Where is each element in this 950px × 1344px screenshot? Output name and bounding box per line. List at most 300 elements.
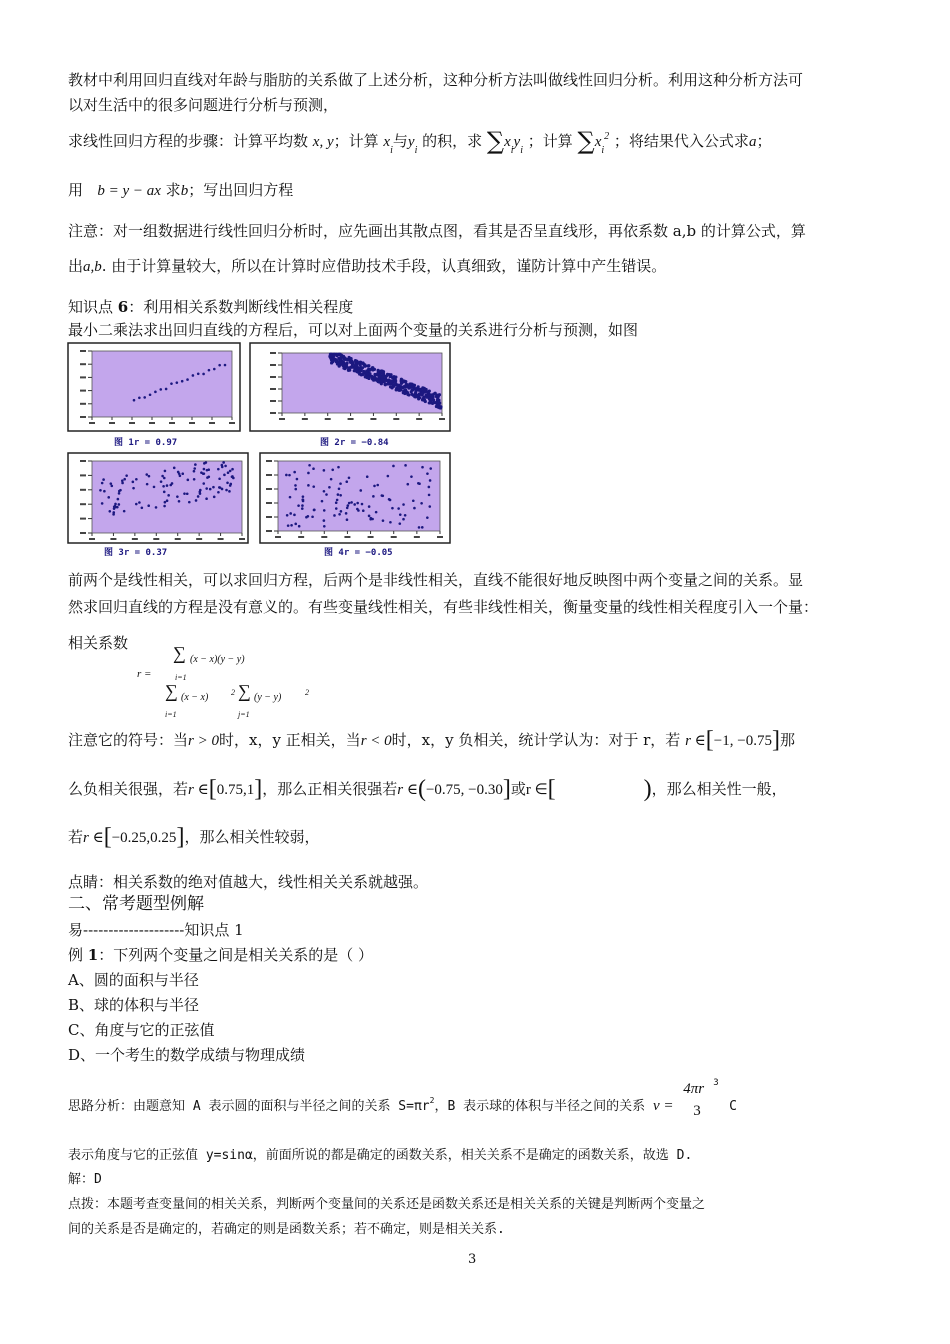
data-point (135, 478, 138, 481)
tick-label (80, 376, 86, 378)
data-point (162, 485, 165, 488)
data-point (389, 375, 392, 378)
data-point (402, 503, 405, 506)
pointer-line: 间的关系是否是确定的，若确定的则是函数关系；若不确定，则是相关关系. (68, 1222, 505, 1237)
data-point (121, 482, 124, 485)
data-point (395, 388, 398, 391)
data-point (323, 525, 326, 528)
data-point (287, 524, 290, 527)
correlation-label: 相关系数 (68, 634, 129, 652)
note-line: 出a,b. 由于计算量较大，所以在计算时应借助技术手段，认真细致，谨防计算中产生错误。 (68, 257, 667, 275)
scatter-figure-grid (66, 341, 452, 565)
data-point (430, 393, 433, 396)
data-point (110, 482, 113, 485)
tick-label (129, 422, 135, 424)
data-point (194, 463, 197, 466)
data-point (415, 388, 418, 391)
tick-label (302, 418, 308, 420)
data-point (99, 489, 102, 492)
data-point (428, 401, 431, 404)
figure-caption: 图 1r = 0.97 (114, 438, 178, 448)
tick-label (266, 502, 272, 504)
tick-label (189, 422, 195, 424)
data-point (337, 493, 340, 496)
tick-label (229, 422, 235, 424)
tick-label (348, 418, 354, 420)
tick-label (270, 400, 276, 402)
tick-label (266, 488, 272, 490)
data-point (411, 389, 414, 392)
data-point (101, 502, 104, 505)
tick-label (80, 416, 86, 418)
data-point (311, 515, 314, 518)
data-point (417, 482, 420, 485)
data-point (375, 511, 378, 514)
knowledge-point-heading: 知识点 6：利用相关系数判断线性相关程度 (68, 298, 354, 316)
note-line: 注意：对一组数据进行线性回归分析时，应先画出其散点图，看其是否呈直线形，再依系数 a,b 的计算公式，算 (68, 222, 806, 240)
data-point (337, 466, 340, 469)
data-point (321, 500, 324, 503)
data-point (380, 382, 383, 385)
data-point (421, 391, 424, 394)
plot-area (92, 461, 242, 533)
data-point (328, 486, 331, 489)
data-point (108, 510, 111, 513)
data-point (301, 504, 304, 507)
volume-fraction: 4πr 3 3 (683, 1077, 719, 1119)
tick-label (266, 474, 272, 476)
data-point (389, 380, 392, 383)
data-point (339, 482, 342, 485)
paragraph-line: 最小二乘法求出回归直线的方程后，可以对上面两个变量的关系进行分析与预测，如图 (68, 321, 639, 339)
paragraph-line: 教材中利用回归直线对年龄与脂肪的关系做了上述分析，这种分析方法叫做线性回归分析。利用这种分析方法可 (68, 71, 804, 89)
data-point (117, 498, 120, 501)
data-point (338, 513, 341, 516)
data-point (163, 491, 166, 494)
data-point (166, 499, 169, 502)
data-point (347, 366, 350, 369)
data-point (410, 393, 413, 396)
paragraph-line: 以对生活中的很多问题进行分析与预测， (68, 96, 339, 114)
data-point (323, 509, 326, 512)
data-point (285, 474, 288, 477)
data-point (336, 361, 339, 364)
data-point (205, 487, 208, 490)
tick-label (80, 503, 86, 505)
option-c: C、角度与它的正弦值 (68, 1021, 215, 1039)
data-point (389, 385, 392, 388)
data-point (323, 490, 326, 493)
data-point (224, 364, 227, 367)
data-point (188, 501, 191, 504)
data-point (224, 465, 227, 468)
tick-label (149, 422, 155, 424)
data-point (368, 372, 371, 375)
tick-label (80, 518, 86, 520)
data-point (125, 474, 128, 477)
data-point (208, 369, 211, 372)
data-point (369, 518, 372, 521)
data-point (360, 373, 363, 376)
data-point (229, 470, 232, 473)
data-point (330, 357, 333, 360)
tick-label (344, 536, 350, 538)
data-point (307, 472, 310, 475)
data-point (164, 470, 167, 473)
data-point (377, 369, 380, 372)
data-point (365, 369, 368, 372)
page-number: 3 (468, 1252, 477, 1267)
data-point (176, 495, 179, 498)
regression-equation-step: 用 b = y − ax 求b；写出回归方程 (68, 181, 294, 199)
data-point (101, 482, 104, 485)
data-point (119, 489, 122, 492)
data-point (340, 510, 343, 513)
tick-label (239, 538, 245, 540)
data-point (333, 514, 336, 517)
data-point (202, 472, 205, 475)
option-a: A、圆的面积与半径 (68, 971, 199, 989)
data-point (227, 471, 230, 474)
data-point (392, 465, 395, 468)
data-point (427, 394, 430, 397)
data-point (213, 496, 216, 499)
data-point (380, 370, 383, 373)
data-point (308, 464, 311, 467)
data-point (294, 484, 297, 487)
tick-label (437, 536, 443, 538)
data-point (164, 501, 167, 504)
tick-label (169, 422, 175, 424)
data-point (153, 486, 156, 489)
data-point (340, 354, 343, 357)
data-point (347, 504, 350, 507)
data-point (439, 406, 442, 409)
math-inline: x, y (312, 134, 334, 150)
tick-label (196, 538, 202, 540)
data-point (435, 401, 438, 404)
data-point (410, 475, 413, 478)
data-point (302, 495, 305, 498)
data-point (339, 361, 342, 364)
correlation-formula: r = ∑ (x − x)(y − y) i=1 ∑ (x − x) 2 ∑ (y − y) 2 i=1 j=1 (137, 643, 309, 719)
data-point (381, 495, 384, 498)
data-point (431, 399, 434, 402)
data-point (368, 515, 371, 518)
data-point (218, 477, 221, 480)
data-point (222, 461, 225, 464)
data-point (206, 476, 209, 479)
data-point (290, 524, 293, 527)
data-point (424, 389, 427, 392)
data-point (183, 492, 186, 495)
data-point (294, 488, 297, 491)
data-point (193, 478, 196, 481)
data-point (325, 493, 328, 496)
data-point (348, 476, 351, 479)
tick-label (416, 418, 422, 420)
data-point (123, 478, 126, 481)
figure-caption: 图 2r = −0.84 (320, 438, 389, 448)
data-point (428, 486, 431, 489)
data-point (103, 490, 106, 493)
tick-label (218, 538, 224, 540)
data-point (420, 502, 423, 505)
sign-rule-line: 若r ∈[−0.25,0.25]，那么相关性较弱， (68, 824, 320, 850)
data-point (403, 389, 406, 392)
data-point (146, 483, 149, 486)
data-point (370, 375, 373, 378)
data-point (335, 507, 338, 510)
data-point (428, 494, 431, 497)
data-point (112, 511, 115, 514)
data-point (132, 487, 135, 490)
tick-label (266, 530, 272, 532)
data-point (346, 361, 349, 364)
data-point (228, 490, 231, 493)
data-point (155, 506, 158, 509)
data-point (336, 499, 339, 502)
data-point (187, 479, 190, 482)
data-point (392, 385, 395, 388)
sign-rule-line: 么负相关很强，若r ∈[0.75,1]，那么正相关很强若r ∈(−0.75, −0.30]或r ∈[ )，那么相关性一般， (68, 776, 787, 802)
data-point (217, 468, 220, 471)
data-point (399, 513, 402, 516)
data-point (361, 366, 364, 369)
option-b: B、球的体积与半径 (68, 996, 200, 1014)
data-point (145, 473, 148, 476)
data-point (338, 487, 341, 490)
data-point (373, 485, 376, 488)
data-point (351, 362, 354, 365)
data-point (431, 402, 434, 405)
data-point (203, 462, 206, 465)
data-point (426, 516, 429, 519)
analysis-line: 思路分析：由题意知 A 表示圆的面积与半径之间的关系 $S=\pi r^2$，B 表示球的体积与半径之间的关系 v = 4πr 3 3 C (68, 1077, 737, 1119)
data-point (186, 492, 189, 495)
tick-label (209, 422, 215, 424)
data-point (335, 353, 338, 356)
data-point (376, 484, 379, 487)
data-point (312, 485, 315, 488)
tick-label (132, 538, 138, 540)
tick-label (266, 516, 272, 518)
data-point (178, 500, 181, 503)
paragraph-line: 然求回归直线的方程是没有意义的。有些变量线性相关，有些非线性相关，衡量变量的线性相关程度引入一个量： (68, 598, 819, 616)
data-point (362, 509, 365, 512)
tick-label (80, 474, 86, 476)
sigma-symbol: ∑ (173, 643, 186, 663)
data-point (289, 512, 292, 515)
data-point (435, 393, 438, 396)
data-point (405, 383, 408, 386)
data-point (197, 495, 200, 498)
data-point (226, 481, 229, 484)
tick-label (89, 422, 95, 424)
tick-label (80, 460, 86, 462)
data-point (173, 467, 176, 470)
data-point (345, 480, 348, 483)
section-heading: 二、常考题型例解 (68, 894, 204, 914)
data-point (344, 358, 347, 361)
data-point (163, 477, 166, 480)
data-point (350, 501, 353, 504)
data-point (404, 514, 407, 517)
math-inline: b = y − ax (97, 183, 161, 199)
figure-caption: 图 4r = −0.05 (324, 548, 393, 558)
data-point (205, 497, 208, 500)
data-point (335, 501, 338, 504)
data-point (331, 469, 334, 472)
sigma-symbol: ∑ (165, 681, 178, 701)
data-point (330, 478, 333, 481)
data-point (323, 469, 326, 472)
data-point (176, 381, 179, 384)
data-point (359, 489, 362, 492)
data-point (421, 526, 424, 529)
tip-line: 点睛：相关系数的绝对值越大，线性相关关系就越强。 (68, 873, 429, 891)
data-point (138, 501, 141, 504)
data-point (338, 357, 341, 360)
data-point (371, 368, 374, 371)
data-point (419, 388, 422, 391)
data-point (110, 485, 113, 488)
tick-label (279, 418, 285, 420)
tick-label (321, 536, 327, 538)
data-point (202, 482, 205, 485)
data-point (400, 378, 403, 381)
tick-label (414, 536, 420, 538)
data-point (428, 505, 431, 508)
data-point (166, 484, 169, 487)
data-point (404, 380, 407, 383)
data-point (417, 397, 420, 400)
data-point (181, 380, 184, 383)
tick-label (270, 376, 276, 378)
data-point (154, 391, 157, 394)
sign-rule-line: 注意它的符号：当r > 0时，x，y 正相关，当r < 0时，x，y 负相关，统计学认为：对于 r，若 r ∈[−1, −0.75]那 (68, 727, 795, 753)
tick-label (110, 538, 116, 540)
tick-label (153, 538, 159, 540)
data-point (116, 506, 119, 509)
data-point (402, 518, 405, 521)
data-point (298, 525, 301, 528)
data-point (114, 503, 117, 506)
data-point (392, 375, 395, 378)
data-point (288, 474, 291, 477)
data-point (357, 362, 360, 365)
data-point (400, 381, 403, 384)
data-point (377, 380, 380, 383)
data-point (383, 382, 386, 385)
data-point (118, 503, 121, 506)
tick-label (270, 412, 276, 414)
data-point (181, 472, 184, 475)
regression-steps: 求线性回归方程的步骤：计算平均数 x, y；计算 $x_i$与$y_i$ 的积，求 $\sum x_iy_i$ ；计算 $\sum x_i^2$ ；将结果代入公式求a； (68, 127, 772, 156)
data-point (329, 354, 332, 357)
data-point (218, 486, 221, 489)
data-point (382, 519, 385, 522)
data-point (356, 371, 359, 374)
data-point (429, 467, 432, 470)
data-point (223, 474, 226, 477)
data-point (209, 488, 212, 491)
data-point (138, 396, 141, 399)
data-point (169, 484, 172, 487)
data-point (218, 364, 221, 367)
data-point (213, 368, 216, 371)
data-point (393, 379, 396, 382)
data-point (225, 489, 228, 492)
example-question: 例 1：下列两个变量之间是相关关系的是（ ） (68, 946, 373, 964)
data-point (391, 507, 394, 510)
tick-label (391, 536, 397, 538)
data-point (294, 523, 297, 526)
tick-label (80, 350, 86, 352)
data-point (372, 495, 375, 498)
data-point (363, 363, 366, 366)
data-point (217, 491, 220, 494)
tick-label (370, 418, 376, 420)
data-point (165, 388, 168, 391)
solution-line: 解：D (68, 1172, 102, 1187)
data-point (368, 505, 371, 508)
data-point (366, 475, 369, 478)
data-point (345, 512, 348, 515)
data-point (123, 510, 126, 513)
tick-label (270, 352, 276, 354)
figure-caption: 图 3r = 0.37 (104, 548, 168, 558)
data-point (305, 516, 308, 519)
data-point (344, 364, 347, 367)
data-point (102, 478, 105, 481)
data-point (389, 521, 392, 524)
data-point (195, 499, 198, 502)
data-point (368, 369, 371, 372)
data-point (296, 478, 299, 481)
data-point (221, 466, 224, 469)
difficulty-line: 易--------------------知识点 1 (68, 921, 244, 939)
data-point (323, 519, 326, 522)
option-d: D、一个考生的数学成绩与物理成绩 (68, 1046, 306, 1064)
pointer-line: 点拨：本题考查变量间的相关关系，判断两个变量间的关系还是函数关系还是相关关系的关键是判断两个变量之 (68, 1197, 706, 1212)
data-point (339, 494, 342, 497)
data-point (387, 475, 390, 478)
data-point (313, 509, 316, 512)
data-point (229, 484, 232, 487)
data-point (132, 481, 135, 484)
tick-label (266, 460, 272, 462)
analysis-line: 表示角度与它的正弦值 y=sinα，前面所说的都是确定的函数关系，相关关系不是确定的函数关系，故选 D. (68, 1148, 693, 1163)
data-point (373, 376, 376, 379)
data-point (346, 518, 349, 521)
data-point (286, 514, 289, 517)
tick-label (80, 403, 86, 405)
data-point (389, 499, 392, 502)
tick-label (89, 538, 95, 540)
sigma-symbol: ∑ (238, 681, 251, 701)
data-point (231, 475, 234, 478)
data-point (121, 479, 124, 482)
data-point (312, 467, 315, 470)
data-point (406, 483, 409, 486)
data-point (149, 393, 152, 396)
data-point (163, 505, 166, 508)
data-point (289, 496, 292, 499)
data-point (346, 507, 349, 510)
tick-label (80, 532, 86, 534)
data-point (107, 496, 110, 499)
